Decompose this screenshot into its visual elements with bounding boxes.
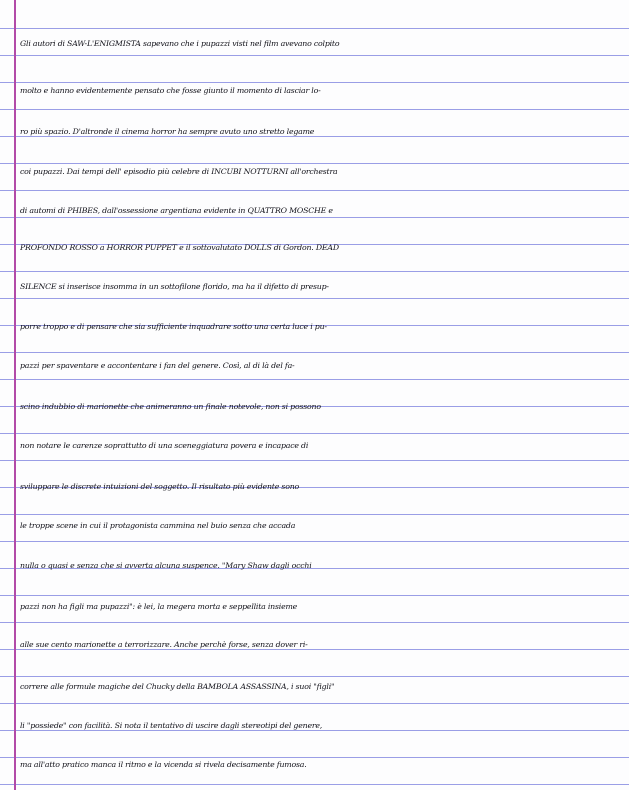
text-line: li "possiede" con facilità. Si nota il tentativo di uscire dagli stereotipi del genere, (20, 721, 323, 730)
text-line: ro più spazio. D'altronde il cinema horror ha sempre avuto uno stretto legame (20, 127, 315, 136)
text-line: Gli autori di SAW-L'ENIGMISTA sapevano che i pupazzi visti nel film avevano colpito (20, 39, 340, 48)
text-line: pazzi non ha figli ma pupazzi": è lei, la megera morta e seppellita insieme (20, 602, 298, 611)
text-line: ma all'atto pratico manca il ritmo e la vicenda si rivela decisamente fumosa. (20, 760, 307, 769)
text-line: alle sue cento marionette a terrorizzare. Anche perchè forse, senza dover ri- (20, 640, 308, 649)
margin-line (14, 0, 16, 790)
text-line: PROFONDO ROSSO a HORROR PUPPET e il sottovalutato DOLLS di Gordon. DEAD (20, 243, 339, 252)
text-line: coi pupazzi. Dai tempi dell' episodio più celebre di INCUBI NOTTURNI all'orchestra (20, 167, 338, 176)
text-line: nulla o quasi e senza che si avverta alcuna suspence. "Mary Shaw dagli occhi (20, 561, 312, 570)
text-line: le troppe scene in cui il protagonista cammina nel buio senza che accada (20, 521, 296, 530)
text-line: non notare le carenze soprattutto di una sceneggiatura povera e incapace di (20, 441, 309, 450)
text-line: sviluppare le discrete intuizioni del soggetto. Il risultato più evidente sono (20, 482, 300, 491)
text-line: pazzi per spaventare e accontentare i fan del genere. Così, al di là del fa- (20, 361, 295, 370)
text-line: scino indubbio di marionette che animeranno un finale notevole, non si possono (20, 402, 321, 411)
text-line: porre troppo e di pensare che sia sufficiente inquadrare sotto una certa luce i pu- (20, 322, 327, 331)
text-line: di automi di PHIBES, dall'ossessione argentiana evidente in QUATTRO MOSCHE e (20, 206, 333, 215)
text-line: correre alle formule magiche del Chucky della BAMBOLA ASSASSINA, i suoi "figli" (20, 682, 335, 691)
text-line: SILENCE si inserisce insomma in un sottofilone florido, ma ha il difetto di presup- (20, 282, 329, 291)
text-line: molto e hanno evidentemente pensato che fosse giunto il momento di lasciar lo- (20, 86, 321, 95)
